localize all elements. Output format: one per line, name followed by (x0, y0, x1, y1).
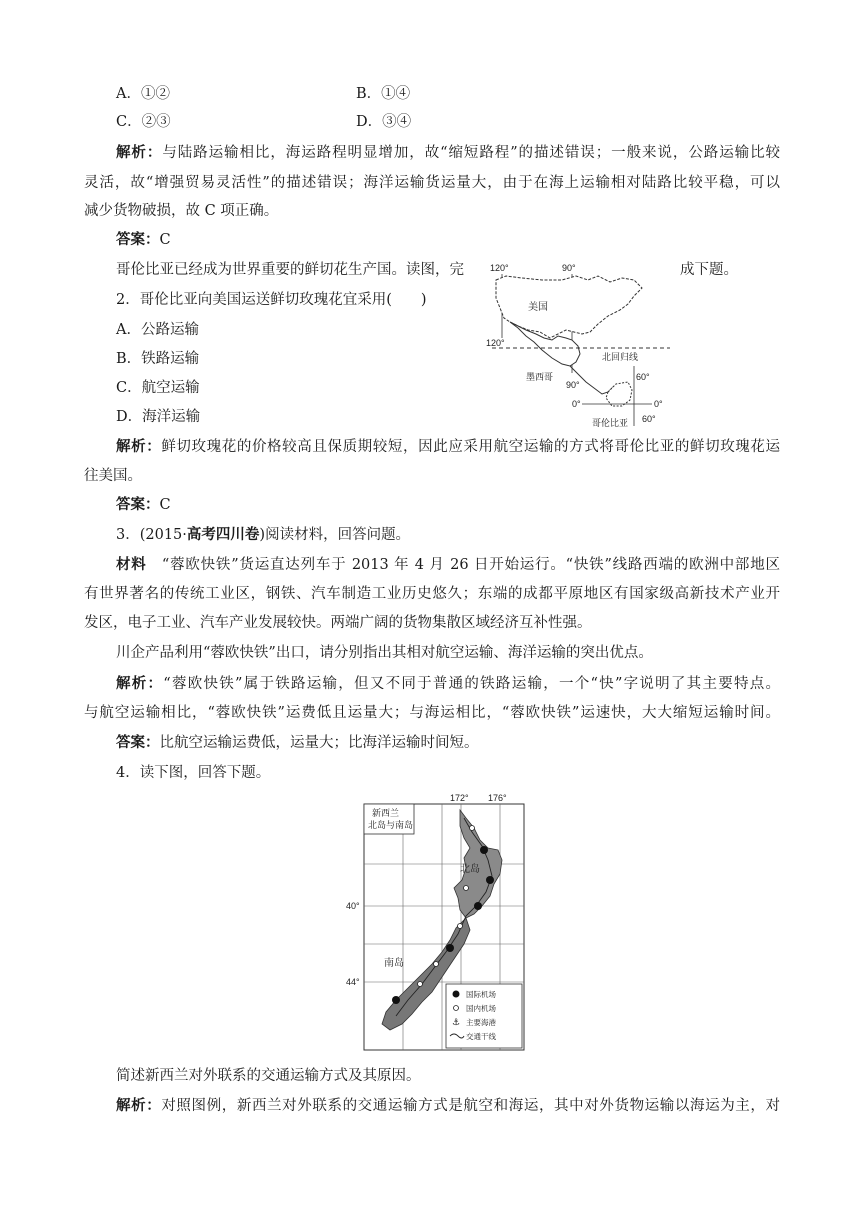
map-lon-90-top: 90° (562, 263, 576, 273)
new-zealand-map (342, 788, 530, 1056)
map-lon-90-bottom: 90° (566, 380, 580, 390)
map-lat-0-left: 0° (572, 399, 581, 409)
domestic-airport-icon (464, 886, 469, 891)
legend-international-airport-icon (453, 991, 460, 998)
map-usa-label: 美国 (528, 302, 548, 313)
q2-analysis-line-1: 解析：鲜切玫瑰花的价格较高且保质期较短，因此应采用航空运输的方式将哥伦比亚的鲜切玫瑰花运 (116, 438, 781, 455)
q1-option-c: C．②③ (116, 114, 171, 130)
q3-material-line-1: 材料 “蓉欧快铁”货运直达列车于 2013 年 4 月 26 日开始运行。“快铁”线路西端的欧洲中部地区 (116, 556, 781, 573)
international-airport-icon (486, 876, 494, 884)
map-title-1: 新西兰 (372, 808, 400, 818)
domestic-airport-icon (434, 962, 439, 967)
map-north-island-label: 北岛 (460, 864, 480, 875)
map-lon-120-top: 120° (490, 263, 509, 273)
q2-option-c: C．航空运输 (116, 380, 200, 396)
q2-intro-right: 成下题。 (680, 262, 738, 278)
legend-seaport-icon: ⚓ (452, 1017, 461, 1027)
international-airport-icon (480, 846, 488, 854)
answer-label: 答案： (116, 231, 160, 248)
q4-question: 简述新西兰对外联系的交通运输方式及其原因。 (116, 1068, 421, 1084)
q1-analysis-line-2: 灵活，故“增强贸易灵活性”的描述错误；海洋运输货运量大，由于在海上运输相对陆路比较平稳，可以 (84, 175, 780, 191)
q1-option-d: D．③④ (356, 114, 412, 130)
answer-label: 答案： (116, 496, 160, 513)
q2-option-b: B．铁路运输 (116, 351, 200, 367)
q4-analysis-line-1: 解析：对照图例，新西兰对外联系的交通运输方式是航空和海运，其中对外货物运输以海运为主，对 (116, 1097, 781, 1114)
material-label: 材料 (116, 556, 147, 573)
q1-analysis-line-3: 减少货物破损，故 C 项正确。 (84, 203, 279, 219)
q1-analysis-line-1: 解析：与陆路运输相比，海运路程明显增加，故“缩短路程”的描述错误；一般来说，公路运输比较 (116, 144, 781, 161)
map-mexico-label: 墨西哥 (526, 372, 554, 382)
legend-trunk-line: 交通干线 (466, 1032, 496, 1041)
analysis-label: 解析： (116, 1097, 162, 1114)
map-lon-120-left: 120° (486, 338, 505, 348)
q2-intro-left: 哥伦比亚已经成为世界重要的鲜切花生产国。读图，完 (116, 262, 464, 278)
q1-option-a: A．①② (116, 86, 170, 102)
map-lat-40: 40° (346, 901, 360, 911)
map-lon-172: 172° (450, 793, 469, 803)
analysis-label: 解析： (116, 144, 163, 161)
legend-international-airport: 国际机场 (466, 990, 496, 999)
map-lon-176: 176° (488, 793, 507, 803)
map-lat-0-right: 0° (654, 399, 663, 409)
q1-answer: 答案：C (116, 231, 171, 248)
q3-analysis-line-1: 解析：“蓉欧快铁”属于铁路运输，但又不同于普通的铁路运输，一个“快”字说明了其主要特点。 (116, 675, 780, 692)
q3-stem: 3．(2015·高考四川卷)阅读材料，回答问题。 (116, 526, 411, 543)
domestic-airport-icon (418, 982, 423, 987)
q3-material-line-2: 有世界著名的传统工业区，钢铁、汽车制造工业历史悠久；东端的成都平原地区有国家级高新技术产业开 (84, 586, 780, 602)
map-lon-60-bottom: 60° (642, 414, 656, 424)
q3-question: 川企产品利用“蓉欧快铁”出口，请分别指出其相对航空运输、海洋运输的突出优点。 (116, 645, 653, 661)
map-south-island-label: 南岛 (384, 958, 404, 969)
legend-domestic-airport: 国内机场 (466, 1004, 496, 1013)
map-colombia-label: 哥伦比亚 (592, 418, 629, 428)
international-airport-icon (474, 902, 482, 910)
international-airport-icon (392, 996, 400, 1004)
analysis-label: 解析： (116, 675, 164, 692)
legend-seaport: 主要海港 (466, 1018, 496, 1027)
q3-material-line-3: 发区，电子工业、汽车产业发展较快。两端广阔的货物集散区域经济互补性强。 (84, 615, 592, 631)
domestic-airport-icon (470, 826, 475, 831)
q3-analysis-line-2: 与航空运输相比，“蓉欧快铁”运费低且运量大；与海运相比，“蓉欧快铁”运速快，大大缩短运输时间。 (84, 705, 780, 721)
map-lat-44: 44° (346, 977, 360, 987)
legend-domestic-airport-icon (454, 1006, 459, 1011)
q3-source: 高考四川卷 (186, 526, 260, 543)
q2-stem: 2．哥伦比亚向美国运送鲜切玫瑰花宜采用( ) (116, 292, 427, 308)
q2-option-d: D．海洋运输 (116, 409, 201, 425)
usa-outline (496, 276, 642, 338)
q1-option-b: B．①④ (356, 86, 411, 102)
answer-label: 答案： (116, 734, 160, 751)
q2-option-a: A．公路运输 (116, 322, 199, 338)
q2-analysis-line-2: 往美国。 (84, 468, 142, 484)
americas-map (482, 258, 672, 432)
map-lon-60-right: 60° (636, 372, 650, 382)
colombia-outline (606, 382, 632, 406)
q2-answer: 答案：C (116, 496, 171, 513)
map-title-2: 北岛与南岛 (368, 820, 414, 830)
international-airport-icon (446, 944, 454, 952)
analysis-label: 解析： (116, 438, 162, 455)
domestic-airport-icon (458, 924, 463, 929)
q3-answer: 答案：比航空运输运费低，运量大；比海洋运输时间短。 (116, 734, 479, 751)
q4-stem: 4．读下图，回答下题。 (116, 765, 271, 781)
map-tropic-label: 北回归线 (602, 352, 639, 362)
